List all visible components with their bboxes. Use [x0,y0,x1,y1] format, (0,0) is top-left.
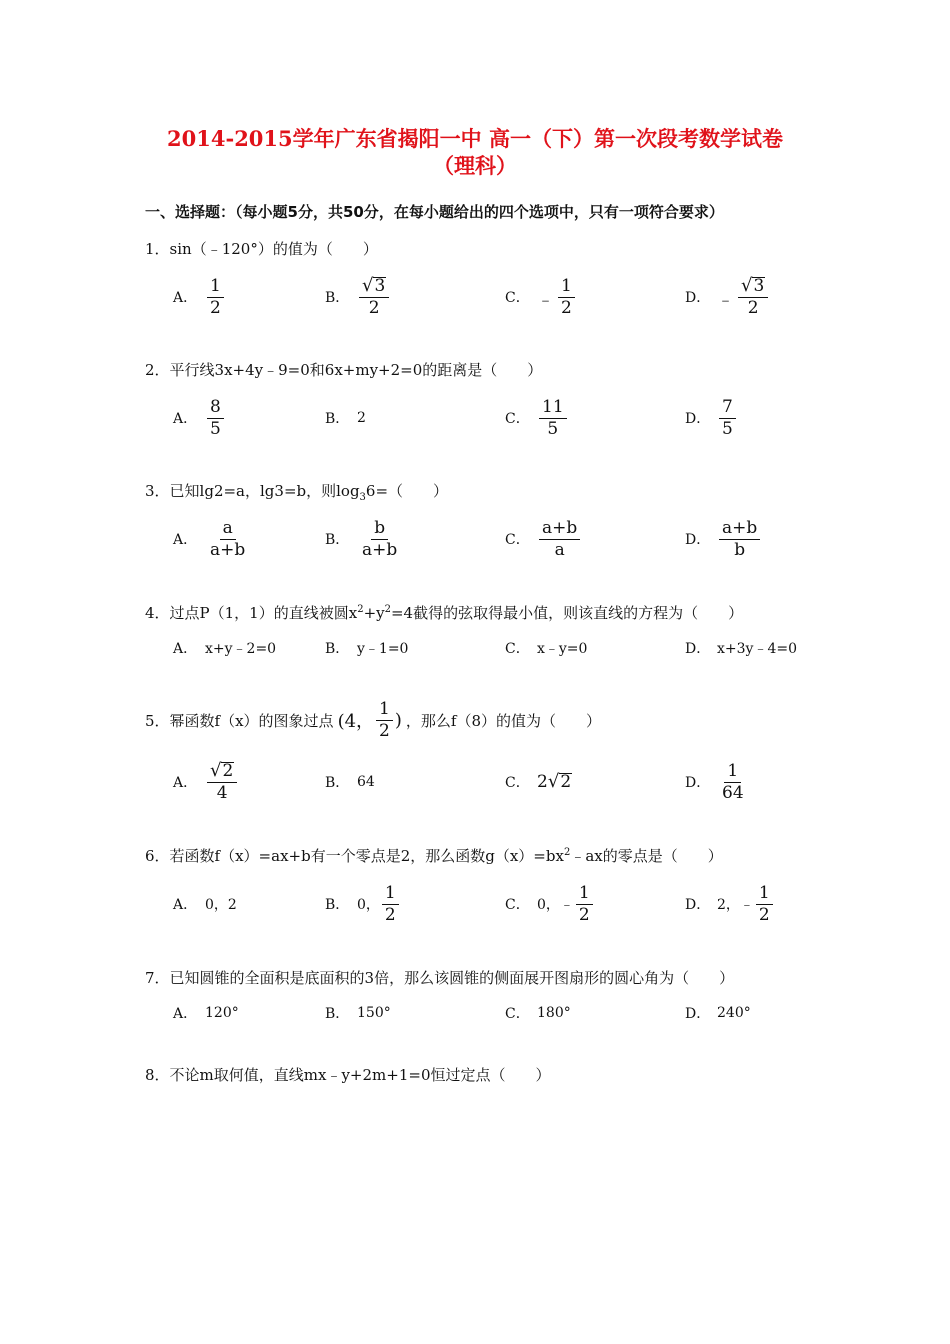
option-label: A． [173,411,198,427]
denominator: a+b [210,539,246,560]
option-label: D． [685,775,711,791]
option-a [173,519,250,559]
option-label: D． [685,1006,711,1022]
minus-sign: ﹣ [537,289,554,310]
option-b [325,762,375,802]
denominator: 2 [210,297,221,318]
option-d [685,519,762,559]
section-heading: 一、选择题：（每小题5分，共50分，在每小题给出的四个选项中，只有一项符合要求） [145,203,724,221]
option-label: B． [325,641,350,657]
text-part: 6=（ ） [365,481,449,500]
denominator: 2 [747,298,759,319]
question-3 [145,470,448,510]
question-number: 8． [145,1065,170,1084]
text-part: =4截得的弦取得最小值，则该直线的方程为（ ） [390,603,744,622]
option-label: A． [173,897,198,913]
option-label: A． [173,290,198,306]
text-part: ﹣ax的零点是（ ） [570,846,723,865]
option-b [325,519,402,559]
denominator: b [734,539,746,560]
radicand: 2 [560,771,572,792]
question-text [170,602,744,623]
text-part: 过点P（1，1）的直线被圆x [169,603,358,622]
option-c [505,277,577,317]
fraction [359,274,389,319]
fraction [207,517,248,560]
denominator: 5 [722,418,733,439]
fraction [382,882,399,925]
option-value: x﹣y=0 [537,641,588,657]
option-c [505,628,587,668]
option-label: C． [505,1006,530,1022]
option-label: A． [173,532,198,548]
question-number: 3． [145,481,170,500]
option-label: C． [505,775,530,791]
numerator: 1 [207,278,224,298]
option-value: y﹣1=0 [357,641,409,657]
denominator: 64 [722,782,744,803]
sqrt-symbol: √ 2 [210,759,234,781]
question-1 [145,228,378,268]
numerator [738,274,768,299]
question-text: 已知圆锥的全面积是底面积的3倍，那么该圆锥的侧面展开图扇形的圆心角为（ ） [169,968,735,987]
denominator: 2 [578,904,590,925]
text-part: 若函数f（x）=ax+b有一个零点是2，那么函数g（x）=bx [169,846,564,865]
option-d [685,398,738,438]
option-label: B． [325,775,350,791]
denominator: a+b [362,539,398,560]
option-c [505,993,571,1033]
option-value: 120° [205,1005,239,1021]
superscript: 2 [357,603,364,615]
denominator: 5 [210,418,221,439]
point-open: (4， [337,711,375,732]
numerator: b [371,520,388,540]
fraction [207,759,237,804]
fraction [558,275,575,318]
question-7 [145,957,734,997]
numerator: 8 [207,399,224,419]
radicand: 2 [222,760,234,781]
question-text [170,480,449,501]
fraction [576,882,593,925]
option-label: C． [505,411,530,427]
option-c [505,762,572,802]
coefficient: 2 [537,772,548,792]
option-value: 240° [717,1005,751,1021]
question-number: 7． [145,968,170,987]
numerator: a+b [539,520,580,540]
option-b [325,884,401,924]
option-d [685,993,751,1033]
option-prefix: 0， [357,897,380,913]
option-label: A． [173,1006,198,1022]
option-label: C． [505,641,530,657]
superscript: 2 [384,603,391,615]
question-text-post: ，那么f（8）的值为（ ） [405,711,602,730]
option-label: D． [685,532,711,548]
denominator: 2 [758,904,770,925]
fraction [376,698,393,741]
denominator: 2 [561,297,572,318]
question-text: sin（﹣120°）的值为（ ） [169,239,378,258]
question-number: 2． [145,360,170,379]
option-label: D． [685,641,711,657]
option-a [173,884,237,924]
option-c [505,519,582,559]
question-text [170,845,723,866]
option-label: B． [325,532,350,548]
question-text-pre: 幂函数f（x）的图象过点 [169,711,334,730]
option-a [173,628,276,668]
question-number: 5． [145,711,170,730]
option-label: A． [173,775,198,791]
option-label: C． [505,532,530,548]
numerator [207,759,237,784]
option-d [685,628,797,668]
fraction [207,275,224,318]
option-b [325,398,366,438]
option-d [685,884,775,924]
question-5 [145,700,601,740]
fraction [719,760,747,803]
option-b [325,628,408,668]
denominator: 4 [216,783,228,804]
numerator: 1 [576,885,593,905]
option-label: B． [325,1006,350,1022]
text-part: +y [363,603,385,622]
denominator: 2 [368,298,380,319]
option-label: D． [685,897,711,913]
fraction [539,396,567,439]
question-number: 6． [145,846,170,865]
option-label: B． [325,290,350,306]
question-text: 不论m取何值，直线mx﹣y+2m+1=0恒过定点（ ） [169,1065,551,1084]
radicand: 3 [374,275,386,296]
option-prefix: 2，﹣ [717,897,754,913]
option-label: D． [685,411,711,427]
radicand: 3 [753,275,765,296]
exam-title: 2014-2015学年广东省揭阳一中 高一（下）第一次段考数学试卷 [167,126,783,151]
denominator: a [554,539,565,560]
option-value: 64 [357,774,375,790]
option-value: 150° [357,1005,391,1021]
numerator: 7 [719,399,736,419]
option-a [173,993,239,1033]
option-value: x+y﹣2=0 [205,641,277,657]
fraction [719,396,736,439]
numerator: 1 [382,885,399,905]
option-a [173,277,226,317]
fraction [756,882,773,925]
point-close: ) [394,709,402,731]
question-8 [145,1054,551,1094]
option-label: A． [173,641,198,657]
fraction [207,396,224,439]
denominator: 5 [547,418,559,439]
numerator: 1 [724,763,741,783]
superscript: 2 [563,846,571,858]
denominator: 2 [379,720,390,741]
option-d [685,274,770,319]
minus-sign: ﹣ [717,289,734,310]
option-value: 180° [537,1005,571,1021]
question-number: 1． [145,239,170,258]
fraction [738,274,768,319]
option-c [505,398,569,438]
option-value: x+3y﹣4=0 [717,641,797,657]
fraction [359,517,400,560]
exam-subtitle: （理科） [433,153,517,178]
question-6 [145,835,723,875]
question-text: 平行线3x+4y﹣9=0和6x+my+2=0的距离是（ ） [169,360,543,379]
numerator: a [220,520,236,540]
option-b [325,274,391,319]
option-d [685,762,749,802]
option-a [173,759,239,804]
numerator: 1 [376,701,393,721]
option-b [325,993,391,1033]
numerator: 1 [558,278,575,298]
text-part: 已知lg2=a，lg3=b，则log [169,481,360,500]
point-expression [337,698,402,741]
numerator: 11 [539,399,567,419]
numerator: a+b [719,520,760,540]
question-4 [145,592,743,632]
question-2 [145,349,542,389]
sqrt-symbol: √ 3 [362,274,386,296]
denominator: 2 [384,904,396,925]
fraction [539,517,580,560]
numerator: 1 [756,885,773,905]
numerator [359,274,389,299]
fraction [719,517,760,560]
option-value: 0，2 [205,897,237,913]
option-label: B． [325,897,350,913]
option-label: B． [325,411,350,427]
option-value: 2 [357,410,366,426]
option-prefix: 0，﹣ [537,897,574,913]
sqrt-symbol: √ 2 [547,770,572,792]
subscript: 3 [359,491,366,503]
option-label: D． [685,290,711,306]
question-number: 4． [145,603,170,622]
sqrt-symbol: √ 3 [741,274,765,296]
option-c [505,884,595,924]
option-label: C． [505,290,530,306]
option-a [173,398,226,438]
option-label: C． [505,897,530,913]
